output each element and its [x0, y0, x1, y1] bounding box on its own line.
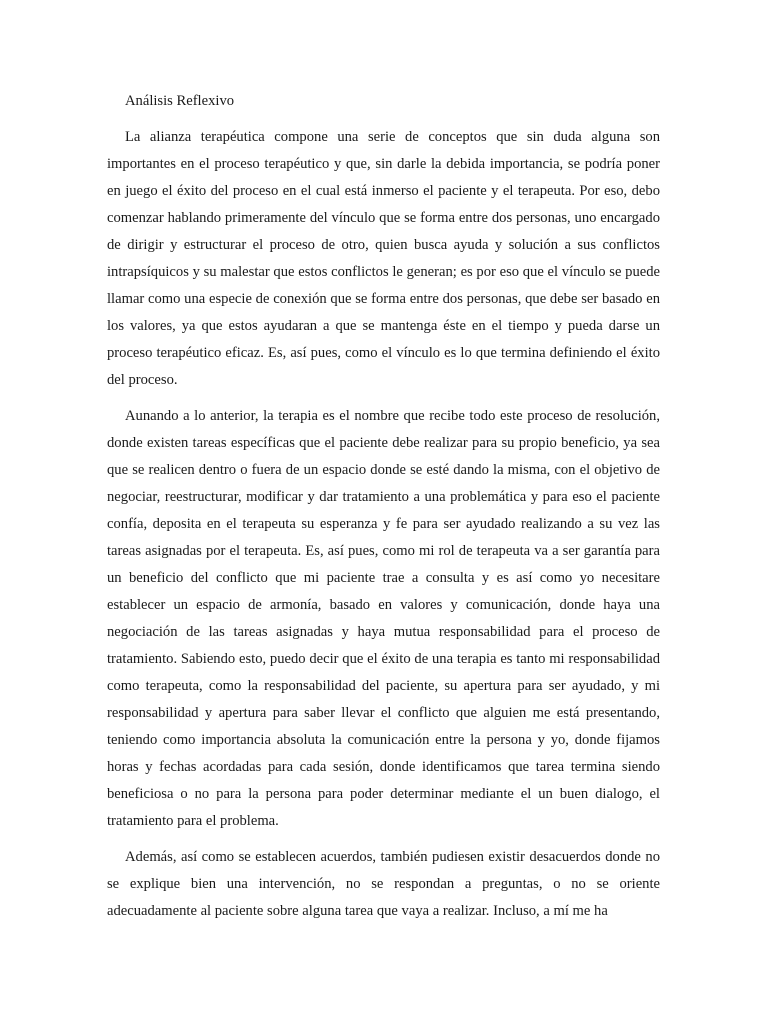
paragraph-acuerdos-desacuerdos: Además, así como se establecen acuerdos, también pudiesen existir desacuerdos donde no se explique bien una intervención, no se respondan a preguntas, o no se oriente adecuadamente al paciente sobre alguna tarea que vaya a realizar. Incluso, a mí me ha	[107, 849, 660, 919]
paragraph-terapia-proceso: Aunando a lo anterior, la terapia es el nombre que recibe todo este proceso de resolución, donde existen tareas específicas que el paciente debe realizar para su propio beneficio, ya sea que se realicen dentro o fuera de un espacio donde se esté dando la misma, con el objetivo de negociar, reestructurar, modificar y dar tratamiento a una problemática y para eso el paciente confía, deposita en el terapeuta su esperanza y fe para ser ayudado realizando a su vez las tareas asignadas por el terapeuta. Es, así pues, como mi rol de terapeuta va a ser garantía para un beneficio del conflicto que mi paciente trae a consulta y es así como yo necesitare establecer un espacio de armonía, basado en valores y comunicación, donde haya una negociación de las tareas asignadas y haya mutua responsabilidad para el proceso de tratamiento. Sabiendo esto, puedo decir que el éxito de una terapia es tanto mi responsabilidad como terapeuta, como la responsabilidad del paciente, su apertura para ser ayudado, y mi responsabilidad y apertura para saber llevar el conflicto que alguien me está presentando, teniendo como importancia absoluta la comunicación entre la persona y yo, donde fijamos horas y fechas acordadas para cada sesión, donde identificamos que tarea termina siendo beneficiosa o no para la persona para poder determinar mediante el un buen dialogo, el tratamiento para el problema.	[107, 408, 660, 829]
document-title: Análisis Reflexivo	[125, 93, 235, 109]
document-body	[107, 88, 660, 934]
paragraph-alianza-terapeutica: La alianza terapéutica compone una serie de conceptos que sin duda alguna son importantes en el proceso terapéutico y que, sin darle la debida importancia, se podría poner en juego el éxito del proceso en el cual está inmerso el paciente y el terapeuta. Por eso, debo comenzar hablando primeramente del vínculo que se forma entre dos personas, uno encargado de dirigir y estructurar el proceso de otro, quien busca ayuda y solución a sus conflictos intrapsíquicos y su malestar que estos conflictos le generan; es por eso que el vínculo se puede llamar como una especie de conexión que se forma entre dos personas, que debe ser basado en los valores, ya que estos ayudaran a que se mantenga éste en el tiempo y pueda darse un proceso terapéutico eficaz. Es, así pues, como el vínculo es lo que termina definiendo el éxito del proceso.	[107, 129, 660, 388]
